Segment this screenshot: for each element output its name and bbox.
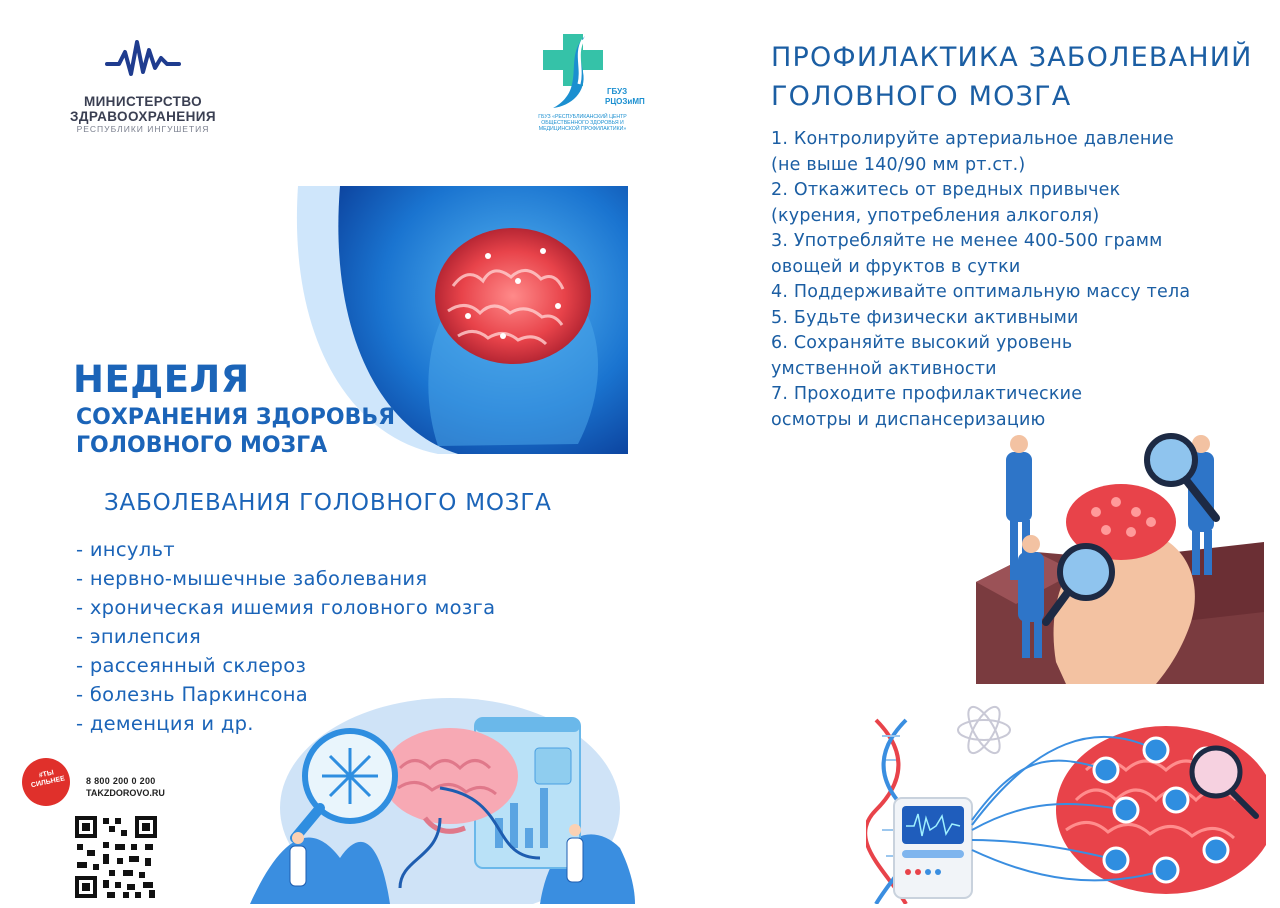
doctors-examining-brain-illustration	[976, 432, 1264, 684]
gbuz-abbr-line1: ГБУЗ	[607, 87, 628, 96]
brain-electrodes-illustration	[866, 700, 1266, 904]
disease-item: - рассеянный склероз	[76, 654, 307, 677]
campaign-badge: #ТЫ СИЛЬНЕЕ	[22, 758, 70, 806]
hotline-phone[interactable]: 8 800 200 0 200	[86, 776, 156, 786]
hotline-site-link[interactable]: TAKZDOROVO.RU	[86, 788, 165, 798]
prevention-item: 6. Сохраняйте высокий уровень умственной активности	[771, 333, 1073, 379]
ministry-line1: МИНИСТЕРСТВО	[83, 94, 203, 109]
pulse-icon	[105, 38, 181, 80]
ministry-line3: РЕСПУБЛИКИ ИНГУШЕТИЯ	[76, 124, 210, 134]
prevention-list	[771, 127, 1190, 433]
gbuz-description: ГБУЗ «РЕСПУБЛИКАНСКИЙ ЦЕНТР ОБЩЕСТВЕННОГО ЗДОРОВЬЯ И МЕДИЦИНСКОЙ ПРОФИЛАКТИКИ»	[538, 114, 627, 133]
week-title: НЕДЕЛЯ	[73, 358, 250, 401]
week-subtitle	[76, 404, 395, 460]
diseases-heading: ЗАБОЛЕВАНИЯ ГОЛОВНОГО МОЗГА	[104, 490, 552, 516]
prevention-title	[771, 38, 1253, 116]
week-subtitle-line1: СОХРАНЕНИЯ ЗДОРОВЬЯ	[76, 405, 396, 430]
prevention-item: 4. Поддерживайте оптимальную массу тела	[771, 282, 1191, 302]
disease-item: - эпилепсия	[76, 625, 201, 648]
gbuz-abbr-line2: РЦОЗиМП	[605, 97, 645, 106]
brain-doctors-illustration	[250, 688, 635, 904]
prevention-item: 3. Употребляйте не менее 400-500 грамм овощей и фруктов в сутки	[771, 231, 1163, 277]
prevention-title-line2: ГОЛОВНОГО МОЗГА	[771, 81, 1072, 112]
gbuz-logo	[525, 30, 645, 140]
prevention-item: 1. Контролируйте артериальное давление (не выше 140/90 мм рт.ст.)	[771, 129, 1175, 175]
week-subtitle-line2: ГОЛОВНОГО МОЗГА	[76, 433, 328, 458]
prevention-item: 5. Будьте физически активными	[771, 307, 1079, 328]
prevention-item: 7. Проходите профилактические осмотры и диспансеризацию	[771, 384, 1083, 430]
disease-item: - хроническая ишемия головного мозга	[76, 596, 496, 619]
disease-item: - деменция и др.	[76, 712, 254, 735]
hotline-block	[22, 758, 182, 808]
disease-item: - нервно-мышечные заболевания	[76, 567, 428, 590]
ministry-logo	[58, 38, 228, 143]
prevention-title-line1: ПРОФИЛАКТИКА ЗАБОЛЕВАНИЙ	[771, 42, 1253, 73]
prevention-item: 2. Откажитесь от вредных привычек (курения, употребления алкоголя)	[771, 180, 1121, 226]
qr-code-icon[interactable]	[73, 814, 159, 900]
ministry-line2: ЗДРАВООХРАНЕНИЯ	[69, 109, 217, 124]
disease-item: - инсульт	[76, 538, 175, 561]
disease-item: - болезнь Паркинсона	[76, 683, 309, 706]
